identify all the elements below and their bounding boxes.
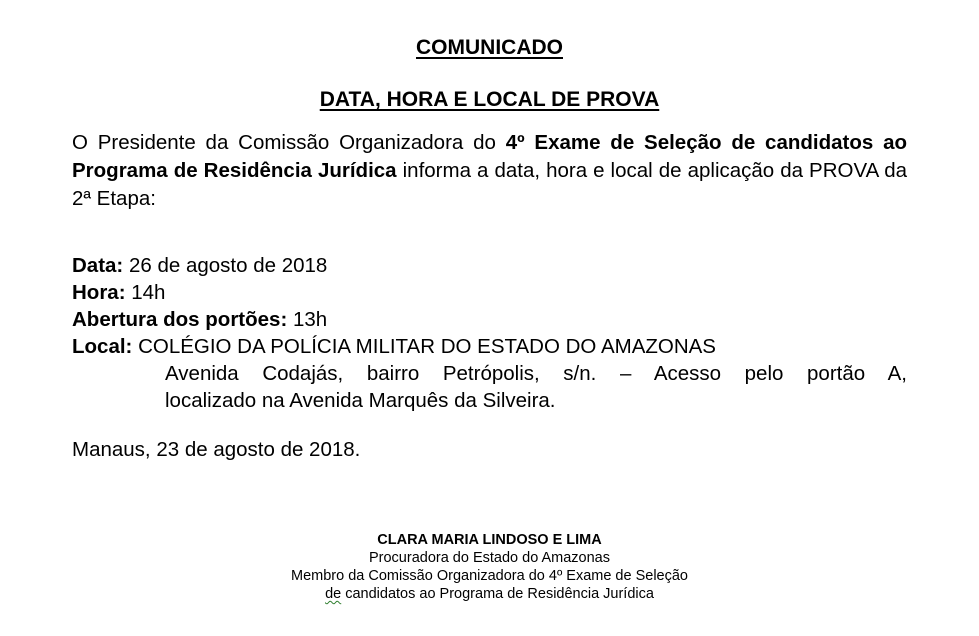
address-line-1: Avenida Codajás, bairro Petrópolis, s/n. – Acesso pelo portão A,	[165, 362, 907, 385]
gates-row	[72, 306, 907, 333]
signatory-name: CLARA MARIA LINDOSO E LIMA	[377, 532, 602, 548]
intro-paragraph	[72, 129, 907, 213]
signatory-membership-line-2	[0, 585, 979, 603]
document-subtitle: DATA, HORA E LOCAL DE PROVA	[319, 88, 660, 111]
time-label: Hora:	[72, 281, 126, 304]
place-label: Local:	[72, 335, 133, 358]
closing-date-line: Manaus, 23 de agosto de 2018.	[72, 438, 361, 461]
place-row	[72, 333, 907, 360]
exam-details	[72, 252, 907, 414]
intro-text-start: O Presidente da Comissão Organizadora do	[72, 131, 506, 154]
date-label: Data:	[72, 254, 124, 277]
place-value: COLÉGIO DA POLÍCIA MILITAR DO ESTADO DO AMAZONAS	[132, 335, 716, 358]
gates-value: 13h	[287, 308, 328, 331]
time-value: 14h	[125, 281, 166, 304]
address-line-2: localizado na Avenida Marquês da Silveira.	[165, 389, 556, 412]
date-row	[72, 252, 907, 279]
intro-exam-name: 4º Exame de Seleção de candidatos ao Programa de Residência Jurídica	[72, 131, 907, 182]
signatory-membership-line-1: Membro da Comissão Organizadora do 4º Exame de Seleção	[290, 568, 688, 584]
document-title: COMUNICADO	[416, 36, 563, 59]
date-value: 26 de agosto de 2018	[123, 254, 328, 277]
address-block	[165, 360, 907, 414]
signature-block	[0, 531, 979, 603]
intro-text-end: informa a data, hora e local de aplicação da PROVA da 2ª Etapa:	[72, 159, 908, 210]
signatory-role: Procuradora do Estado do Amazonas	[368, 550, 610, 566]
gates-label: Abertura dos portões:	[72, 308, 288, 331]
membership-line-2-rest: candidatos ao Programa de Residência Jurídica	[341, 586, 654, 602]
time-row	[72, 279, 907, 306]
spellcheck-marked-word: de	[325, 586, 342, 602]
